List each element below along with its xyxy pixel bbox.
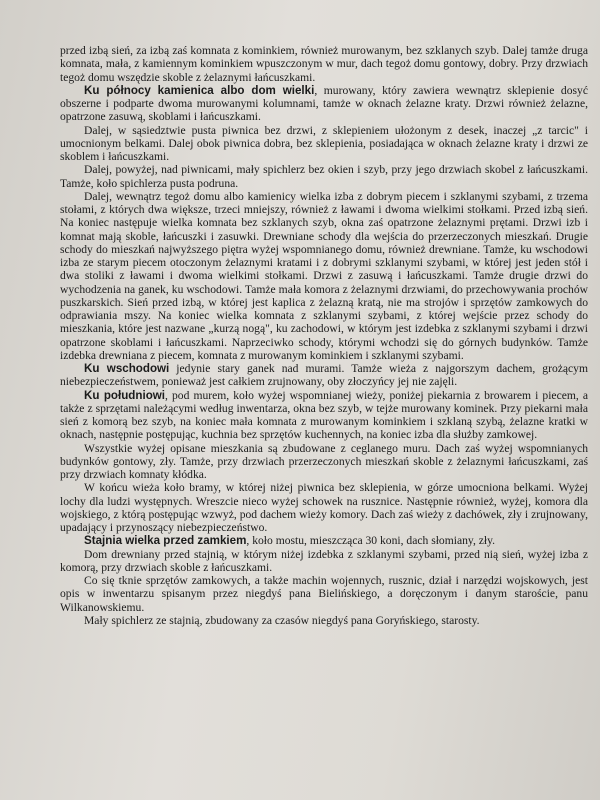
paragraph-text: Wszystkie wyżej opisane mieszkania są zbudowane z ceglanego muru. Dach zaś wyżej wspomnianych budynków gontowy, zły. Tamże, przy drzwiach przerzeczonych mieszkań skoble z żelaznymi łańcuszkami, zaś przy drzwiach komnaty kłódka. — [60, 441, 588, 481]
section-heading: Stajnia wielka przed zamkiem — [84, 534, 247, 548]
paragraph — [60, 614, 588, 627]
paragraph — [60, 84, 588, 124]
page-text — [60, 44, 588, 627]
paragraph-text: , pod murem, koło wyżej wspomnianej wieży, poniżej piekarnia z browarem i piecem, a także z sprzętami należącymi według inwentarza, okna bez szyb, w tejże murowany kominek. Przy piekarni mała sień z komorą bez szyb, na koniec mała komnata z murowanym kominkiem i szklaną szybą, żelazne kratki w oknach, następnie postępując, kuchnia bez sprzętów kuchennych, na koniec izba dla służby zamkowej. — [60, 388, 588, 442]
paragraph-text: W końcu wieża koło bramy, w której niżej piwnica bez sklepienia, w górze umocniona belkami. Wyżej lochy dla ludzi występnych. Wreszcie nieco wyżej schowek na rusznice. Następnie również, wyżej, komora dla wojskiego, z którą postępując wzwyż, pod dachem wieży komory. Dach zaś wieży z dachówek, zły i zrujnowany, upadający i przynoszący niebezpieczeństwo. — [60, 481, 588, 534]
section-heading: Ku południowi — [84, 388, 166, 402]
paragraph — [60, 548, 588, 575]
paragraph — [60, 163, 588, 190]
paragraph-text: Mały spichlerz ze stajnią, zbudowany za czasów niegdyś pana Goryńskiego, starosty. — [84, 613, 480, 627]
paragraph-text: Dalej, w sąsiedztwie pusta piwnica bez drzwi, z sklepieniem ułożonym z desek, inaczej „z tarcic" i umocnionym belkami. Dalej obok piwnica dobra, bez sklepienia, posiadająca w oknach żelazne kraty i drzwi ze skoblem i łańcuszkami. — [60, 123, 588, 163]
paragraph-text: Dalej, wewnątrz tegoż domu albo kamienicy wielka izba z dobrym piecem i szklanymi szybami, z trzema stołami, z których dwa większe, trzeci mniejszy, również z ławami i dwoma wielkimi stołkami. Przed izbą sień. Na koniec następuje wielka komnata bez szklanych szyb, okna zaś opatrzone żelaznymi prętami. Drzwi izb i komnat mają skoble, łańcuszki i zasuwki. Drewniane schody dla wejścia do przerzeczonych mieszkań. Drugie schody do mieszkań najwyższego piętra wyżej wspomnianego domu, również drewniane. Tamże, ku wschodowi izba ze starym piecem otoczonym żelaznymi kratami i z dobrymi szklanymi szybami, w której jest jeden stół i dwa stoliki z ławami i dwoma wielkimi stołkami. Drzwi z zasuwą i łańcuszkami. Tamże drugie drzwi do wychodzenia na ganek, ku wschodowi. Tamże mała komora z żelaznymi drzwiami, do przechowywania prochów puszkarskich. Sień przed izbą, w której jest kaplica z żelazną kratą, nie ma strojów i sprzętów zamkowych do odprawiania mszy. Na koniec wielka komnata z szklanymi szybami, z której wejście przez schody do mieszkania, które jest nazwane „kurzą nogą", ku zachodowi, w którym jest izdebka z szklanymi szybami i drzwi opatrzone skoblami i łańcuszkami. Naprzeciwko schody, którymi wchodzi się do górnych budynków. Tamże izdebka drewniana z piecem, komnata z murowanym kominkiem i szklanymi szybami. — [60, 189, 588, 362]
paragraph — [60, 389, 588, 442]
paragraph-text: , murowany, który zawiera wewnątrz sklepienie dosyć obszerne i podparte dwoma murowanymi kolumnami, tamże w oknach żelazne kraty. Drzwi również żelazne, opatrzone zasuwą, skoblami i łańcuszkami. — [60, 83, 588, 124]
paragraph — [60, 362, 588, 389]
paragraph-text: przed izbą sień, za izbą zaś komnata z kominkiem, również murowanym, bez szklanych szyb. Dalej tamże druga komnata, mała, z kamiennym kominkiem wpuszczonym w mur, dach tegoż domu gontowy, dobry. Przy drzwiach tegoż domu wszędzie skoble z żelaznymi łańcuszkami. — [60, 44, 588, 84]
paragraph — [60, 124, 588, 164]
paragraph — [60, 534, 588, 547]
section-heading: Ku północy kamienica albo dom wielki — [84, 83, 315, 97]
paragraph — [60, 481, 588, 534]
paragraph — [60, 574, 588, 614]
paragraph — [60, 44, 588, 84]
paragraph-text: Dalej, powyżej, nad piwnicami, mały spichlerz bez okien i szyb, przy jego drzwiach skobel z łańcuszkami. Tamże, koło spichlerza pusta podruna. — [60, 163, 588, 190]
paragraph-text: Dom drewniany przed stajnią, w którym niżej izdebka z szklanymi szybami, przed nią sień, wyżej izba z komorą, przy drzwiach skoble z łańcuszkami. — [60, 547, 588, 574]
paragraph-text: , koło mostu, mieszcząca 30 koni, dach słomiany, zły. — [246, 534, 496, 548]
paragraph-text: jedynie stary ganek nad murami. Tamże wieża z najgorszym dachem, grożącym niebezpieczeństwem, ponieważ jest całkiem zrujnowany, oby złoczyńcy jej nie zajęli. — [60, 362, 588, 389]
paragraph — [60, 190, 588, 362]
paragraph-text: Co się tknie sprzętów zamkowych, a także machin wojennych, rusznic, dział i narzędzi wojskowych, jest opis w inwentarzu spisanym przez niegdyś pana Bielińskiego, a doręczonym i danym staroście, panu Wilkanowskiemu. — [60, 574, 588, 614]
section-heading: Ku wschodowi — [84, 362, 170, 375]
paragraph — [60, 442, 588, 482]
